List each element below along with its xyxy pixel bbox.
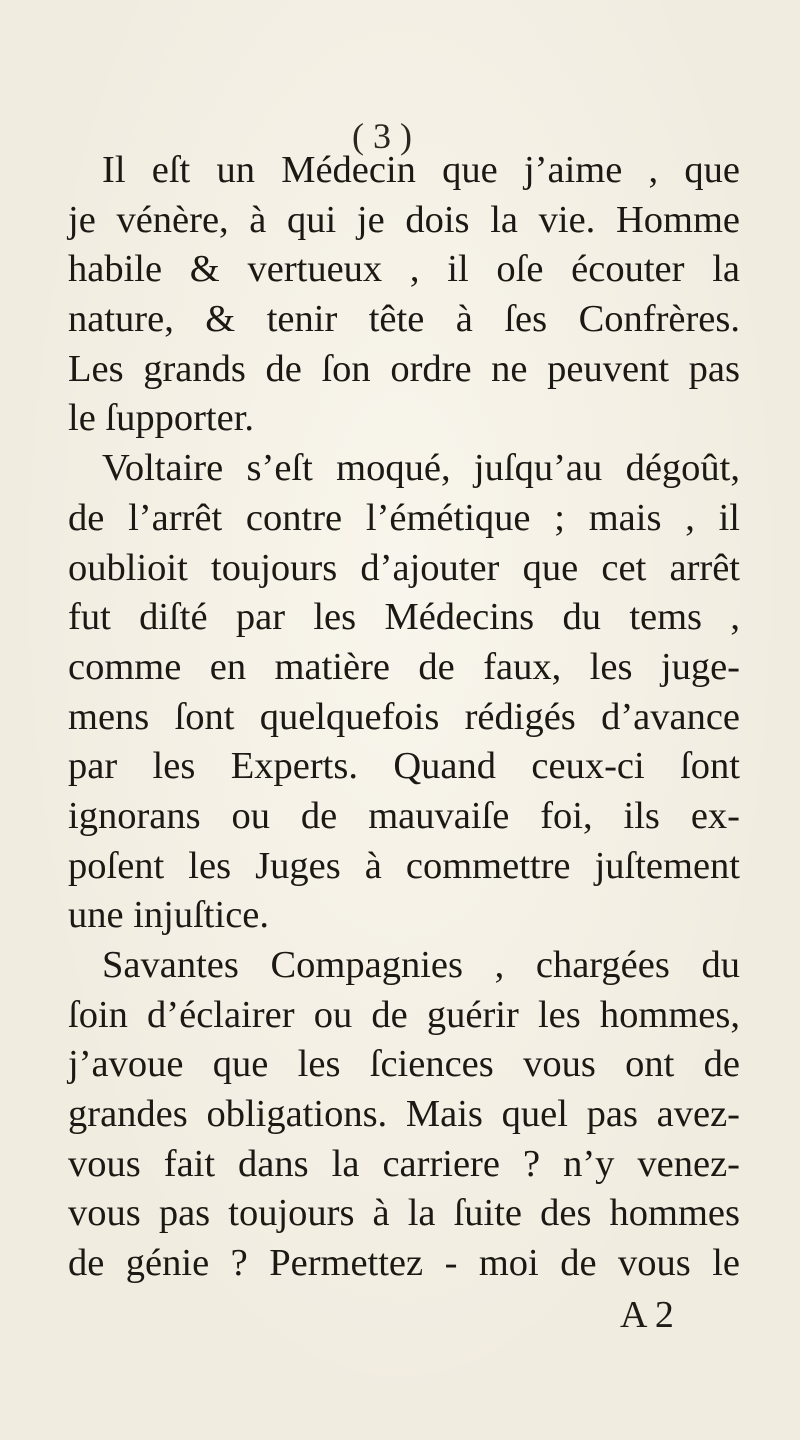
text-line: Voltaire s’eſt moqué, juſqu’au dégoût, — [102, 447, 740, 490]
body-text — [68, 146, 740, 1289]
text-line: nature, & tenir tête à ſes Confrères. — [68, 298, 740, 341]
text-line: poſent les Juges à commettre juſtement — [68, 844, 740, 887]
text-line: habile & vertueux , il oſe écouter la — [68, 248, 740, 291]
text-line: Savantes Compagnies , chargées du — [102, 944, 740, 986]
text-line: fut diſté par les Médecins du tems , — [68, 596, 740, 639]
page-number: ( 3 ) — [352, 116, 412, 156]
text-line: le ſupporter. — [68, 397, 255, 440]
text-line: ignorans ou de mauvaiſe foi, ils ex- — [68, 794, 740, 837]
text-line: une injuſtice. — [68, 894, 269, 937]
signature-mark: A 2 — [620, 1294, 674, 1336]
text-line: comme en matière de faux, les juge- — [68, 645, 740, 688]
text-line: je vénère, à qui je dois la vie. Homme — [68, 198, 740, 241]
text-line: vous fait dans la carriere ? n’y venez- — [68, 1142, 740, 1185]
text-line: grandes obligations. Mais quel pas avez- — [68, 1093, 740, 1136]
text-line: ſoin d’éclairer ou de guérir les hommes, — [68, 993, 740, 1036]
text-line: oublioit toujours d’ajouter que cet arrêt — [68, 546, 740, 589]
text-line: par les Experts. Quand ceux-ci ſont — [68, 745, 740, 788]
text-line: j’avoue que les ſciences vous ont de — [68, 1043, 740, 1086]
text-line: mens ſont quelquefois rédigés d’avance — [68, 695, 740, 738]
text-line: Les grands de ſon ordre ne peuvent pas — [68, 347, 740, 390]
text-line: vous pas toujours à la ſuite des hommes — [68, 1192, 740, 1235]
text-line: de génie ? Permettez - moi de vous le — [68, 1242, 740, 1285]
text-line: de l’arrêt contre l’émétique ; mais , il — [68, 496, 740, 539]
text-line: Il eſt un Médecin que j’aime , que — [102, 149, 740, 191]
